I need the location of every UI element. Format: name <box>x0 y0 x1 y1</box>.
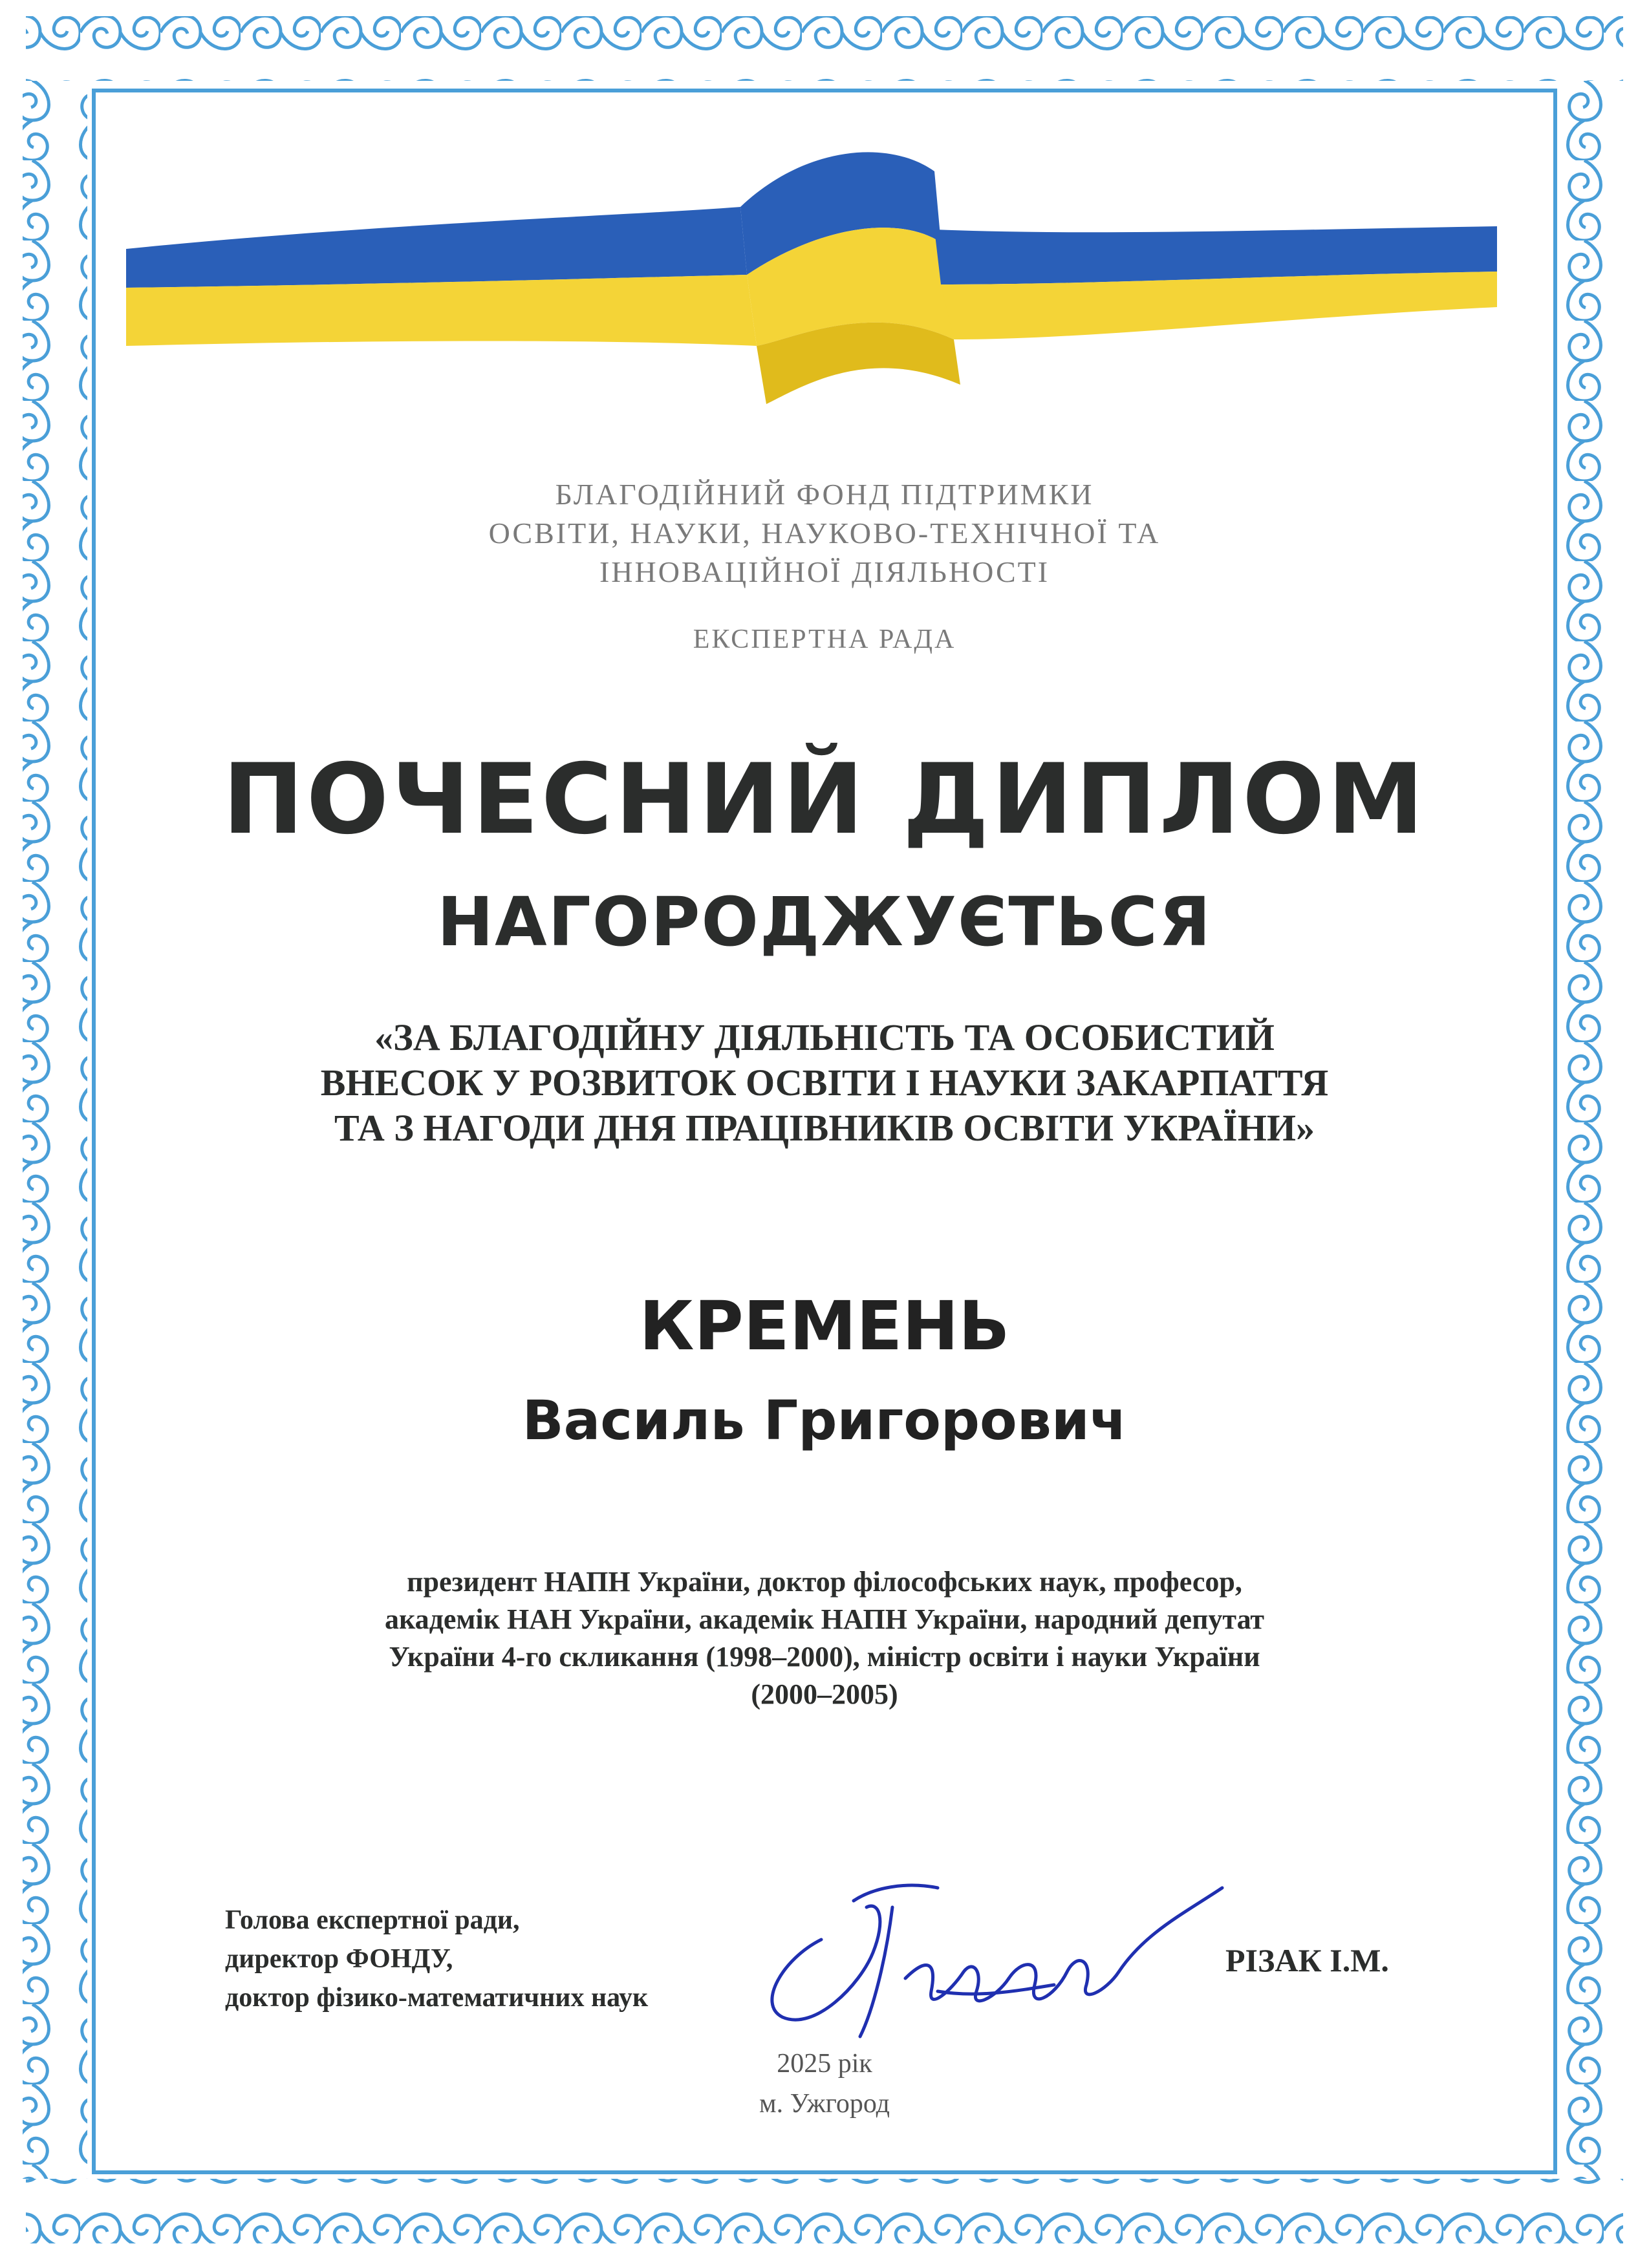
issue-year: 2025 рік <box>777 2049 872 2079</box>
signatory-name: РІЗАК І.М. <box>1225 1942 1389 1978</box>
org-line: БЛАГОДІЙНИЙ ФОНД ПІДТРИМКИ <box>555 478 1094 511</box>
award-reason <box>0 1015 1649 1151</box>
issue-city: м. Ужгород <box>759 2089 890 2119</box>
signatory-line: Голова експертної ради, <box>225 1905 520 1935</box>
signatory-line: доктор фізико-математичних наук <box>225 1983 649 2013</box>
diploma-subtitle: НАГОРОДЖУЄТЬСЯ <box>437 883 1212 961</box>
reason-line: «ЗА БЛАГОДІЙНУ ДІЯЛЬНІСТЬ ТА ОСОБИСТИЙ <box>374 1016 1275 1058</box>
flag-ribbon-graphic <box>126 145 1497 404</box>
org-line: ОСВІТИ, НАУКИ, НАУКОВО-ТЕХНІЧНОЇ ТА <box>488 517 1161 550</box>
recipient-surname: КРЕМЕНЬ <box>639 1287 1010 1365</box>
org-line: ІННОВАЦІЙНОЇ ДІЯЛЬНОСТІ <box>599 555 1050 588</box>
title-line: академік НАН України, академік НАПН України, народний депутат <box>384 1603 1265 1635</box>
handwritten-signature <box>744 1862 1235 2056</box>
reason-line: ТА З НАГОДИ ДНЯ ПРАЦІВНИКІВ ОСВІТИ УКРАЇНИ» <box>334 1107 1315 1149</box>
expert-council-label: ЕКСПЕРТНА РАДА <box>693 625 956 654</box>
signatory-position <box>225 1901 648 2017</box>
title-line: (2000–2005) <box>751 1678 898 1710</box>
recipient-titles <box>0 1563 1649 1713</box>
organization-name <box>0 475 1649 592</box>
diploma-title: ПОЧЕСНИЙ ДИПЛОМ <box>222 744 1427 856</box>
recipient-given-name: Василь Григорович <box>522 1389 1127 1452</box>
reason-line: ВНЕСОК У РОЗВИТОК ОСВІТИ І НАУКИ ЗАКАРПАТТЯ <box>320 1062 1329 1104</box>
signatory-line: директор ФОНДУ, <box>225 1944 453 1974</box>
title-line: України 4-го скликання (1998–2000), міністр освіти і науки України <box>389 1641 1260 1673</box>
title-line: президент НАПН України, доктор філософських наук, професор, <box>407 1566 1242 1598</box>
